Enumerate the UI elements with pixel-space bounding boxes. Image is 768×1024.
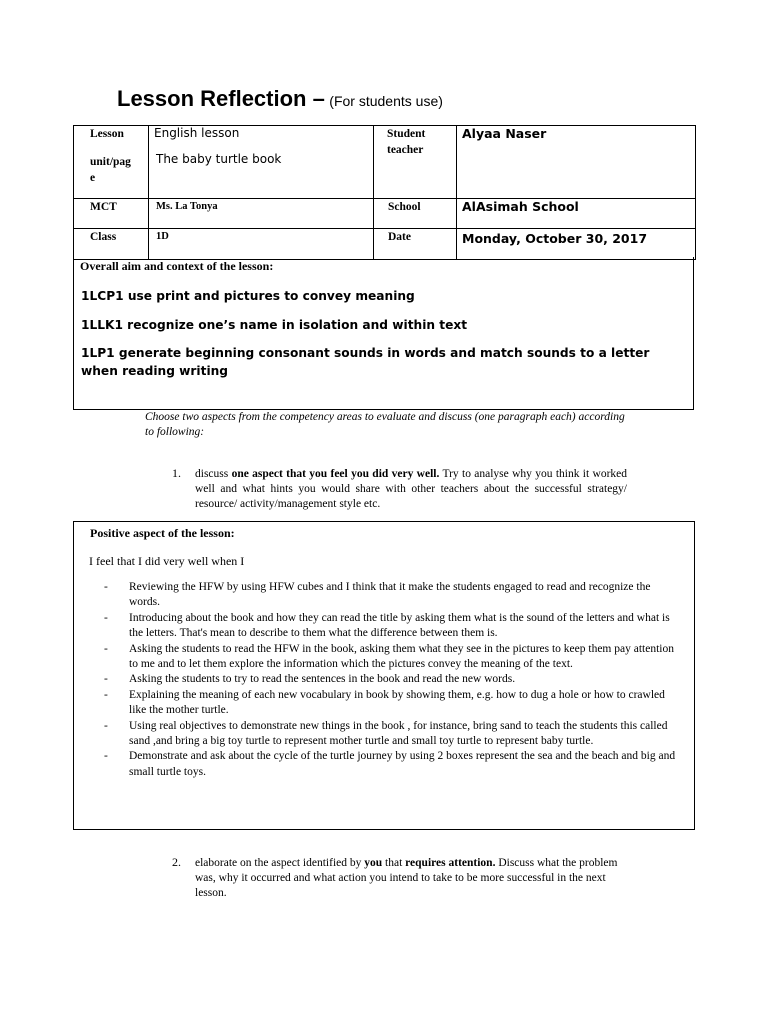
date-label: Date bbox=[388, 231, 411, 243]
student-teacher-label-line1: Student bbox=[387, 128, 426, 140]
lesson-label: Lesson bbox=[90, 128, 124, 140]
date-value: Monday, October 30, 2017 bbox=[462, 231, 648, 246]
list-item bbox=[74, 672, 694, 687]
item2-pre: elaborate on the aspect identified by bbox=[195, 857, 365, 869]
student-teacher-label-cell bbox=[374, 126, 457, 199]
point-text: Introducing about the book and how they can read the title by asking them what is the sound of the letters and what is the letters. That's mean to describe to them what the difference between them is. bbox=[129, 611, 670, 640]
positive-points-list bbox=[74, 580, 694, 780]
lesson-info-table bbox=[73, 125, 696, 260]
lesson-value-cell bbox=[149, 126, 374, 199]
list-item bbox=[74, 719, 694, 750]
aim-item: 1LCP1 use print and pictures to convey meaning bbox=[81, 289, 415, 303]
unit-label-line2: e bbox=[90, 172, 96, 184]
page-title bbox=[117, 86, 443, 112]
lesson-label-cell bbox=[74, 126, 149, 199]
item1-post: Try to analyse why you think it worked well and what hints you would share with other teachers about the successful strategy/ resource/ activity/management style etc. bbox=[195, 468, 627, 510]
aim-heading: Overall aim and context of the lesson: bbox=[80, 259, 274, 273]
student-teacher-value: Alyaa Naser bbox=[462, 126, 547, 141]
list-item bbox=[74, 749, 694, 780]
lesson-value: English lesson bbox=[154, 126, 240, 140]
item1-bold: one aspect that you feel you did very well. bbox=[231, 468, 440, 480]
info-row-lesson bbox=[74, 126, 696, 199]
bullet-dash: - bbox=[104, 750, 108, 763]
title-main: Lesson Reflection – bbox=[117, 86, 325, 111]
title-subtitle: (For students use) bbox=[329, 93, 443, 109]
bullet-dash: - bbox=[104, 611, 108, 624]
overall-aim-box bbox=[73, 257, 694, 410]
student-teacher-label-line2: teacher bbox=[387, 144, 424, 156]
school-label: School bbox=[388, 201, 421, 213]
item2-mid: that bbox=[382, 857, 406, 869]
item1-text bbox=[195, 467, 627, 512]
aim-item: 1LP1 generate beginning consonant sounds in words and match sounds to a letter when reading writing bbox=[81, 346, 650, 378]
item1-pre: discuss bbox=[195, 468, 232, 480]
positive-intro: I feel that I did very well when I bbox=[89, 554, 245, 568]
instructions-text: Choose two aspects from the competency areas to evaluate and discuss (one paragraph each) according to following: bbox=[145, 411, 625, 438]
school-value: AlAsimah School bbox=[462, 199, 579, 214]
list-item bbox=[74, 611, 694, 642]
aim-item: 1LLK1 recognize one’s name in isolation and within text bbox=[81, 318, 468, 332]
list-item bbox=[74, 688, 694, 719]
point-text: Explaining the meaning of each new vocabulary in book by showing them, e.g. how to dug a hole or how to crawled like the mother turtle. bbox=[129, 688, 665, 717]
unit-value: The baby turtle book bbox=[156, 152, 282, 166]
item2-number: 2. bbox=[172, 855, 181, 869]
point-text: Demonstrate and ask about the cycle of the turtle journey by using 2 boxes represent the sea and the beach and big and small turtle toys. bbox=[129, 750, 676, 778]
item1-number: 1. bbox=[172, 466, 181, 480]
list-item bbox=[74, 580, 694, 611]
positive-heading: Positive aspect of the lesson: bbox=[90, 526, 235, 540]
item2-text bbox=[195, 856, 620, 901]
bullet-dash: - bbox=[104, 688, 108, 701]
positive-aspect-box bbox=[73, 521, 695, 830]
bullet-dash: - bbox=[104, 673, 108, 686]
bullet-dash: - bbox=[104, 719, 108, 732]
point-text: Reviewing the HFW by using HFW cubes and I think that it make the students engaged to read and recognize the words. bbox=[129, 581, 651, 609]
bullet-dash: - bbox=[104, 642, 108, 655]
mct-value: Ms. La Tonya bbox=[156, 201, 218, 212]
class-value: 1D bbox=[156, 231, 169, 242]
mct-label: MCT bbox=[90, 201, 117, 213]
student-teacher-value-cell bbox=[457, 126, 696, 199]
class-label: Class bbox=[90, 231, 117, 243]
list-item bbox=[74, 642, 694, 673]
point-text: Asking the students to try to read the sentences in the book and read the new words. bbox=[129, 673, 516, 686]
bullet-dash: - bbox=[104, 581, 108, 593]
info-row-class bbox=[74, 229, 696, 260]
point-text: Using real objectives to demonstrate new things in the book , for instance, bring sand to teach the students this called sand ,and bring a big toy turtle to represent mother turtle and small toy turtle to represent baby turtle. bbox=[129, 719, 668, 748]
info-row-mct bbox=[74, 199, 696, 229]
item2-bold2: requires attention. bbox=[405, 857, 496, 869]
unit-label-line1: unit/pag bbox=[90, 156, 131, 168]
point-text: Asking the students to read the HFW in the book, asking them what they see in the pictures to keep them pay attention to me and to let them explore the information which the pictures convey the meaning of the text. bbox=[129, 642, 674, 671]
item2-bold1: you bbox=[364, 857, 383, 869]
item2-post: Discuss what the problem was, why it occurred and what action you intend to take to be more successful in the next lesson. bbox=[195, 857, 618, 899]
